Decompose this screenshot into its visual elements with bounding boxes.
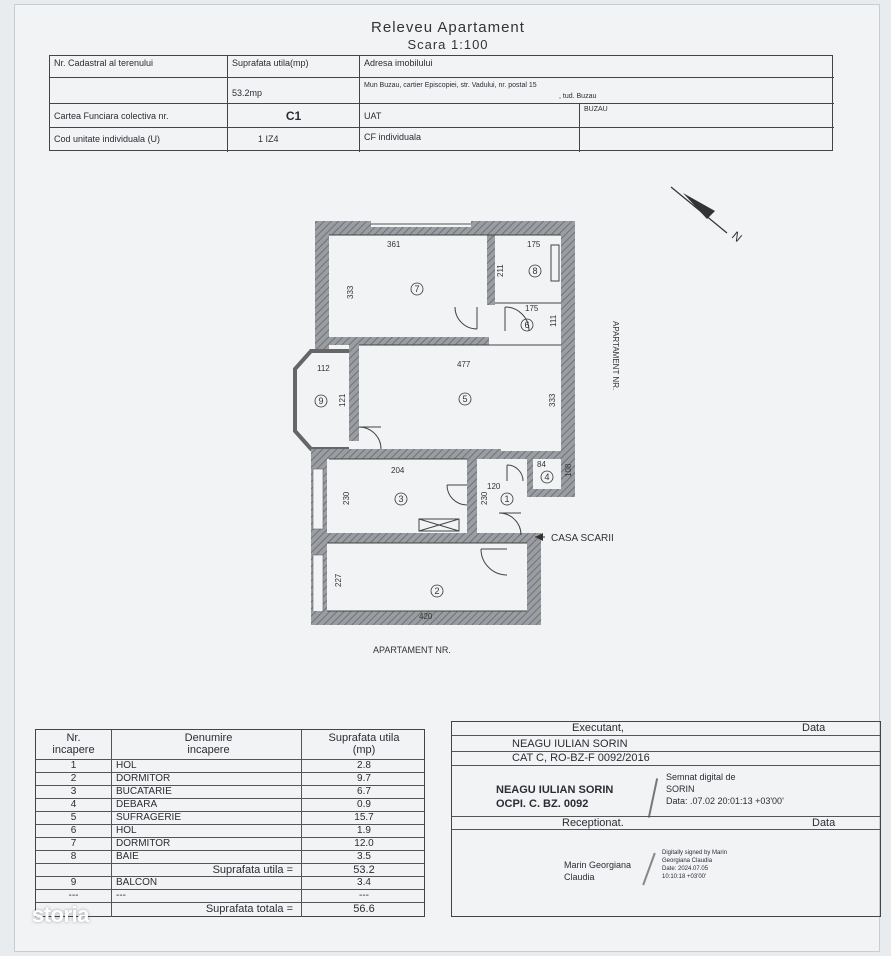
room-number-6: 6 xyxy=(524,320,530,330)
room-number-3: 3 xyxy=(398,494,404,504)
useful-surface-label: Suprafata utila = xyxy=(112,864,302,876)
dim-120: 120 xyxy=(487,482,501,491)
receptionat-date-label: Data xyxy=(812,817,836,829)
dim-211: 211 xyxy=(496,264,505,277)
surface-value: 53.2mp xyxy=(228,78,360,104)
row-name: BALCON xyxy=(112,877,302,889)
receiver-sig-line4: 10:10:18 +03'00' xyxy=(662,874,707,880)
cadastral-label: Nr. Cadastral al terenului xyxy=(50,56,228,78)
document-title: Releveu Apartament xyxy=(371,19,525,36)
cadastral-header-table xyxy=(49,55,833,151)
surface-label: Suprafata utila(mp) xyxy=(228,56,360,78)
table-row xyxy=(36,851,424,864)
table-row xyxy=(36,799,424,812)
row-area: 9.7 xyxy=(357,773,371,784)
executant-cat: CAT C, RO-BZ-F 0092/2016 xyxy=(512,752,650,764)
address-line-2: , tud. Buzau xyxy=(559,93,597,100)
empty-row xyxy=(36,890,424,903)
dim-230-left: 230 xyxy=(342,491,351,505)
room-number-4: 4 xyxy=(544,472,550,482)
row-area: 1.9 xyxy=(357,825,371,836)
receiver-sig-line1: Digitally signed by Marin xyxy=(662,850,728,856)
dim-175-mid: 175 xyxy=(525,304,539,313)
header-nr-line2: incapere xyxy=(52,744,95,756)
dim-84: 84 xyxy=(537,460,546,469)
cadastral-value xyxy=(50,78,228,104)
uat-label: UAT xyxy=(360,104,580,128)
digital-signature-line3: Data: .07.02 20:01:13 +03'00' xyxy=(666,796,784,806)
row-name: DORMITOR xyxy=(112,838,302,850)
dim-227: 227 xyxy=(334,573,343,587)
total-surface-value: 56.6 xyxy=(353,903,375,915)
table-row xyxy=(36,786,424,799)
row-nr: 9 xyxy=(36,877,112,889)
row-name: BUCATARIE xyxy=(112,786,302,798)
wall-bay xyxy=(349,345,359,441)
stair-label: CASA SCARII xyxy=(551,533,614,544)
cf-individuala-label: CF individuala xyxy=(360,128,580,152)
unit-code-label: Cod unitate individuala (U) xyxy=(50,128,228,152)
stamp-code: OCPI. C. BZ. 0092 xyxy=(496,798,589,810)
dim-420: 420 xyxy=(419,612,433,621)
dim-111: 111 xyxy=(549,314,558,327)
receiver-sig-line3: Date: 2024.07.05 xyxy=(662,866,709,872)
north-label: N xyxy=(729,228,745,245)
inner-lines xyxy=(327,235,561,611)
row-name: --- xyxy=(112,890,302,902)
unit-code-value: 1 IZ4 xyxy=(228,128,360,152)
header-nr-line1: Nr. xyxy=(66,732,81,744)
row-nr: 5 xyxy=(36,812,112,824)
room-number-5: 5 xyxy=(462,394,468,404)
receiver-name-line1: Marin Georgiana xyxy=(564,860,632,870)
carte-funciara-label: Cartea Funciara colectiva nr. xyxy=(50,104,228,128)
table-row xyxy=(36,825,424,838)
dim-175-top: 175 xyxy=(527,240,541,249)
digital-signature-line2: SORIN xyxy=(666,784,695,794)
dim-230-right: 230 xyxy=(480,491,489,505)
useful-surface-value: 53.2 xyxy=(353,864,375,876)
total-surface-row xyxy=(36,903,424,917)
wall-pantry-bottom xyxy=(527,489,575,497)
useful-surface-blank xyxy=(36,864,112,876)
row-area: 2.8 xyxy=(357,760,371,771)
rooms-table xyxy=(35,729,425,917)
wall-3-2 xyxy=(327,533,527,543)
row-nr: 1 xyxy=(36,760,112,772)
room-number-9: 9 xyxy=(318,396,324,406)
header-surface xyxy=(302,730,426,759)
row-area: 3.5 xyxy=(357,851,371,862)
room-number-7: 7 xyxy=(414,284,420,294)
bottom-apartment-label: APARTAMENT NR. xyxy=(373,645,451,655)
dim-477: 477 xyxy=(457,360,471,369)
row-nr: 7 xyxy=(36,838,112,850)
receiver-name-line2: Claudia xyxy=(564,872,595,882)
header-nr xyxy=(36,730,112,759)
north-arrow-icon xyxy=(671,187,745,245)
receiver-sig-line2: Georgiana Claudia xyxy=(662,858,713,864)
balcony-row xyxy=(36,877,424,890)
document-sheet xyxy=(14,4,880,952)
row-name: DORMITOR xyxy=(112,773,302,785)
side-apartment-label: APARTAMENT NR. xyxy=(611,321,620,391)
stamp-name: NEAGU IULIAN SORIN xyxy=(496,784,614,796)
row-name: BAIE xyxy=(112,851,302,863)
address-value xyxy=(360,78,834,104)
document-scale: Scara 1:100 xyxy=(407,37,489,52)
dim-333-right: 333 xyxy=(548,393,557,407)
table-row xyxy=(36,838,424,851)
executant-row xyxy=(452,722,880,736)
receptionat-label: Receptionat. xyxy=(562,817,624,829)
dim-108: 108 xyxy=(564,463,573,477)
cf-individuala-value xyxy=(580,128,834,152)
digital-signature-line1: Semnat digital de xyxy=(666,772,736,782)
signature-box xyxy=(451,721,881,917)
header-surface-line1: Suprafata utila xyxy=(328,732,400,744)
wall-internal-7-8 xyxy=(487,235,495,305)
date-label: Data xyxy=(802,722,826,734)
dim-333-left: 333 xyxy=(346,285,355,299)
useful-surface-row xyxy=(36,864,424,877)
dim-112: 112 xyxy=(317,364,330,373)
header-name-line1: Denumire xyxy=(184,732,233,744)
room-number-1: 1 xyxy=(504,494,510,504)
table-row xyxy=(36,760,424,773)
window-bedroom-2 xyxy=(313,555,323,615)
row-name: HOL xyxy=(112,760,302,772)
storia-logo: storia xyxy=(32,902,89,927)
wall-under-7 xyxy=(329,337,489,345)
row-nr: 4 xyxy=(36,799,112,811)
address-line-1: Mun Buzau, cartier Episcopiei, str. Vadului, nr. postal 15 xyxy=(364,82,537,89)
row-nr: 8 xyxy=(36,851,112,863)
row-area: 6.7 xyxy=(357,786,371,797)
row-nr: 2 xyxy=(36,773,112,785)
rooms-table-header xyxy=(36,730,424,760)
row-nr: --- xyxy=(36,890,112,902)
total-surface-label: Suprafata totala = xyxy=(112,903,302,917)
room-number-2: 2 xyxy=(434,586,440,596)
window-kitchen xyxy=(313,469,323,529)
row-area: 15.7 xyxy=(354,812,374,823)
header-name-line2: incapere xyxy=(187,744,230,756)
floor-plan xyxy=(15,155,881,675)
wall-pantry-left xyxy=(527,459,533,491)
wall-5-3 xyxy=(311,449,501,459)
uat-value: BUZAU xyxy=(580,104,834,128)
dim-121: 121 xyxy=(338,393,347,407)
executant-name: NEAGU IULIAN SORIN xyxy=(512,738,628,750)
signature-stroke xyxy=(648,778,658,818)
row-area: --- xyxy=(359,890,369,901)
room-number-8: 8 xyxy=(532,266,538,276)
header-name xyxy=(112,730,302,759)
walls xyxy=(295,221,575,625)
executant-cat-row xyxy=(452,752,880,766)
table-row xyxy=(36,773,424,786)
wall-3-hall xyxy=(467,459,477,535)
row-name: SUFRAGERIE xyxy=(112,812,302,824)
row-area: 3.4 xyxy=(357,877,371,888)
wall-left-upper xyxy=(315,221,329,351)
row-nr: 6 xyxy=(36,825,112,837)
executant-name-row xyxy=(452,736,880,752)
executant-label: Executant, xyxy=(572,722,624,734)
c1-value: C1 xyxy=(228,104,360,128)
table-row xyxy=(36,812,424,825)
row-name: DEBARA xyxy=(112,799,302,811)
receptionat-row xyxy=(452,816,880,830)
wall-pantry-top xyxy=(501,451,575,459)
header-surface-line2: (mp) xyxy=(352,744,376,756)
row-nr: 3 xyxy=(36,786,112,798)
row-area: 0.9 xyxy=(357,799,371,810)
dim-204: 204 xyxy=(391,466,405,475)
receiver-signature-stroke xyxy=(642,853,656,886)
address-label: Adresa imobilului xyxy=(360,56,834,78)
row-name: HOL xyxy=(112,825,302,837)
row-area: 12.0 xyxy=(354,838,374,849)
dim-361: 361 xyxy=(387,240,401,249)
